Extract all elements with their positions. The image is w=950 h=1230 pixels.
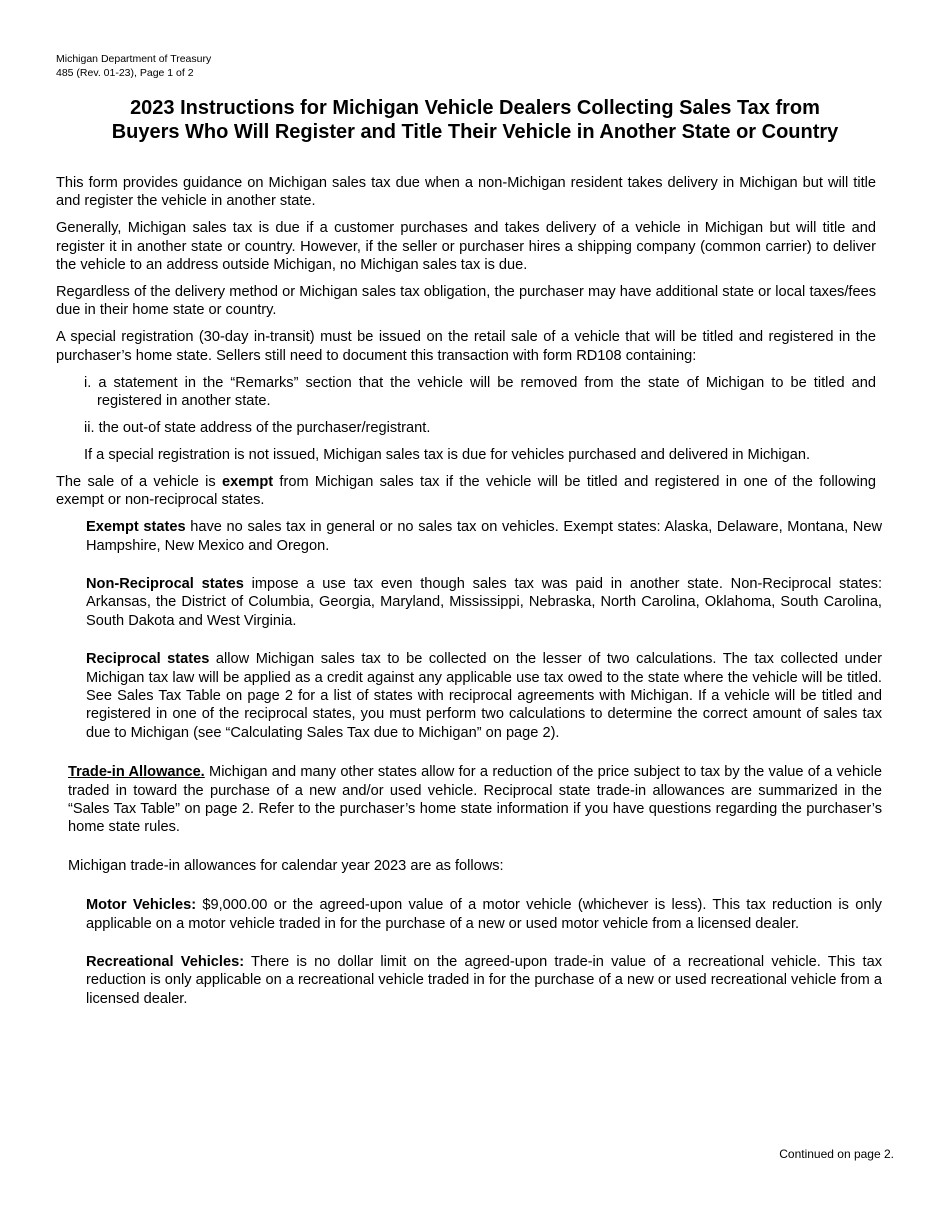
trade-in-intro: Michigan trade-in allowances for calendar year 2023 are as follows: (68, 857, 504, 874)
recreational-vehicles-paragraph (86, 953, 882, 1008)
exempt-post-text: from Michigan sales tax if the vehicle will be titled and registered in one of the following exempt or non-reciprocal states. (56, 473, 876, 509)
page-title (56, 96, 894, 144)
trade-in-text: Michigan and many other states allow for a reduction of the price subject to tax by the value of a vehicle traded in toward the purchase of a new and/or used vehicle. Reciprocal state trade-in allowances are summarized in the “Sales Tax Table” on page 2. Refer to the purchaser’s home state information if you have questions regarding the purchaser’s home state rules. (68, 764, 883, 836)
non-reciprocal-states-paragraph (86, 575, 882, 630)
title-line-2: Buyers Who Will Register and Title Their Vehicle in Another State or Country (111, 121, 839, 143)
agency-name: Michigan Department of Treasury (56, 53, 212, 65)
requirement-item-i: i. a statement in the “Remarks” section that the vehicle will be removed from the state of Michigan to be titled and registered in another state. (84, 374, 876, 410)
general-rule-paragraph: Generally, Michigan sales tax is due if a customer purchases and takes delivery of a vehicle in Michigan but will title and register it in another state or country. However, if the seller or purchaser hires a shipping company (common carrier) to deliver the vehicle to an address outside Michigan, no Michigan sales tax is due. (56, 220, 876, 274)
special-registration-note: If a special registration is not issued, Michigan sales tax is due for vehicles purchased and delivered in Michigan. (84, 446, 811, 463)
non-reciprocal-states-text: impose a use tax even though sales tax was paid in another state. Non-Reciprocal states: Arkansas, the District of Columbia, Georgia, Maryland, Mississippi, Nebraska, North Carolina, Oklahoma, South Carolina, South Dakota and West Virginia. (86, 575, 883, 629)
instructions-body (56, 174, 883, 1017)
reciprocal-states-text: allow Michigan sales tax to be collected on the lesser of two calculations. The tax collected under Michigan tax law will be applied as a credit against any applicable use tax owed to the state where the vehicle will be titled. See Sales Tax Table on page 2 for a list of states with reciprocal agreements with Michigan. If a vehicle will be titled and registered in one of the reciprocal states, you must perform two calculations to determine the correct amount of sales tax due to Michigan (see “Calculating Sales Tax due to Michigan” on page 2). (86, 651, 882, 741)
reciprocal-states-paragraph (86, 650, 882, 742)
trade-in-label: Trade-in Allowance. (68, 764, 205, 781)
intro-paragraph: This form provides guidance on Michigan sales tax due when a non-Michigan resident takes delivery in Michigan but will title and register the vehicle in another state. (56, 175, 876, 210)
reciprocal-states-label: Reciprocal states (86, 651, 210, 668)
exempt-bold-text: exempt (222, 473, 274, 490)
form-header (56, 52, 211, 80)
requirement-item-ii: ii. the out-of state address of the purchaser/registrant. (84, 419, 431, 436)
trade-in-paragraph (68, 763, 882, 837)
exempt-paragraph (56, 473, 876, 510)
non-reciprocal-states-label: Non-Reciprocal states (86, 575, 244, 592)
recreational-vehicles-text: There is no dollar limit on the agreed-upon trade-in value of a recreational vehicle. This tax reduction is only applicable on a recreational vehicle traded in for the purchase of a new or used recreational vehicle from a licensed dealer. (86, 954, 882, 1007)
motor-vehicles-label: Motor Vehicles: (86, 897, 197, 914)
continued-note: Continued on page 2. (779, 1147, 894, 1161)
exempt-pre-text: The sale of a vehicle is (56, 473, 223, 490)
local-taxes-paragraph: Regardless of the delivery method or Michigan sales tax obligation, the purchaser may have additional state or local taxes/fees due in their home state or country. (56, 284, 876, 319)
title-line-1: 2023 Instructions for Michigan Vehicle Dealers Collecting Sales Tax from (130, 97, 820, 119)
special-registration-paragraph: A special registration (30-day in-transit) must be issued on the retail sale of a vehicle that will be titled and registered in the purchaser’s home state. Sellers still need to document this transaction with form RD108 containing: (56, 329, 876, 364)
motor-vehicles-paragraph (86, 896, 882, 933)
exempt-states-text: have no sales tax in general or no sales tax on vehicles. Exempt states: Alaska, Delaware, Montana, New Hampshire, New Mexico and Oregon. (86, 519, 882, 554)
recreational-vehicles-label: Recreational Vehicles: (86, 954, 245, 970)
exempt-states-paragraph (86, 518, 882, 555)
exempt-states-label: Exempt states (86, 519, 186, 536)
form-number: 485 (Rev. 01-23), Page 1 of 2 (56, 67, 194, 79)
motor-vehicles-text: $9,000.00 or the agreed-upon value of a motor vehicle (whichever is less). This tax reduction is only applicable on a motor vehicle traded in for the purchase of a new or used motor vehicle from a licensed dealer. (86, 897, 882, 932)
